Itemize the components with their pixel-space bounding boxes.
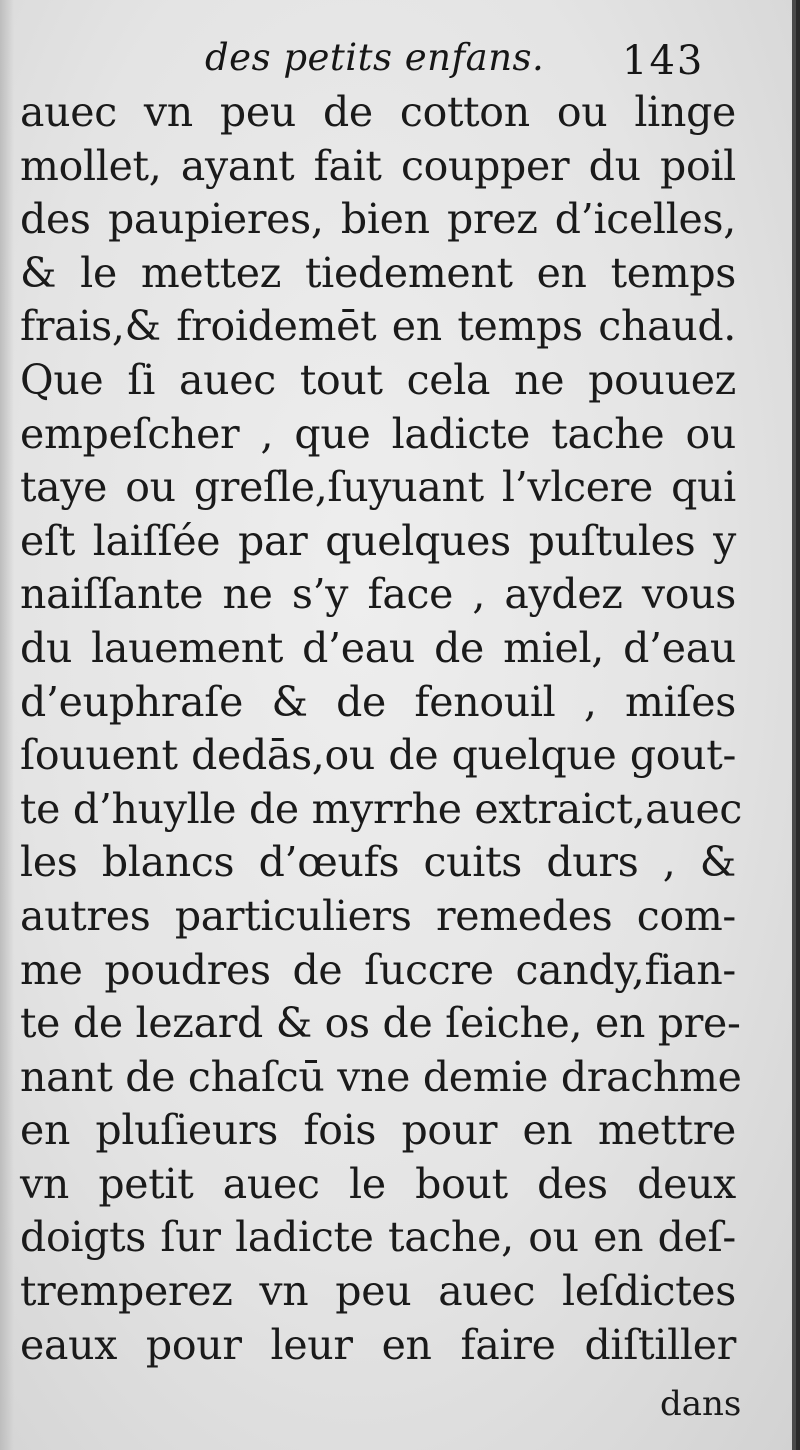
text-line: mollet, ayant fait coupper du poil: [20, 141, 736, 190]
text-line: nant de chaſcū vne demie drachme: [20, 1052, 742, 1101]
running-head: des petits enfans.: [205, 36, 545, 79]
text-line: te de lezard & os de ſeiche, en pre-: [20, 999, 741, 1048]
text-line: les blancs d’œufs cuits durs , &: [20, 838, 736, 887]
text-line: & le mettez tiedement en temps: [20, 248, 736, 297]
text-line: frais,& froidemēt en temps chaud.: [20, 302, 736, 351]
text-line: naiſſante ne s’y face , aydez vous: [20, 570, 736, 619]
page-outer-edge: [792, 0, 796, 1450]
page-header: [0, 36, 796, 86]
text-line: ſouuent dedās,ou de quelque gout-: [20, 731, 736, 780]
body-text: [20, 86, 743, 1372]
text-line: des paupieres, bien prez d’icelles,: [20, 195, 736, 244]
catchword: dans: [660, 1384, 742, 1424]
text-line: en pluſieurs fois pour en mettre: [20, 1106, 736, 1155]
text-line: du lauement d’eau de miel, d’eau: [20, 623, 736, 672]
text-line: te d’huylle de myrrhe extraict,auec: [20, 784, 743, 833]
text-line: auec vn peu de cotton ou linge: [20, 88, 736, 136]
text-line: vn petit auec le bout des deux: [20, 1159, 736, 1208]
text-line: taye ou greſle,ſuyuant l’vlcere qui: [20, 463, 736, 512]
text-line: tremperez vn peu auec leſdictes: [20, 1267, 736, 1316]
text-line: doigts ſur ladicte tache, ou en deſ-: [20, 1213, 736, 1262]
page-number: 143: [622, 38, 705, 84]
text-line: autres particuliers remedes com-: [20, 891, 736, 940]
text-line: Que ſi auec tout cela ne pouuez: [20, 355, 736, 404]
text-line: me poudres de ſuccre candy,fian-: [20, 945, 736, 994]
text-line: eaux pour leur en faire diſtiller: [20, 1320, 736, 1369]
page-gutter-shadow: [0, 0, 14, 1450]
text-line: d’euphraſe & de fenouil , miſes: [20, 677, 736, 726]
text-line: eſt laiſſée par quelques puſtules y: [20, 516, 736, 565]
text-line: empeſcher , que ladicte tache ou: [20, 409, 736, 458]
